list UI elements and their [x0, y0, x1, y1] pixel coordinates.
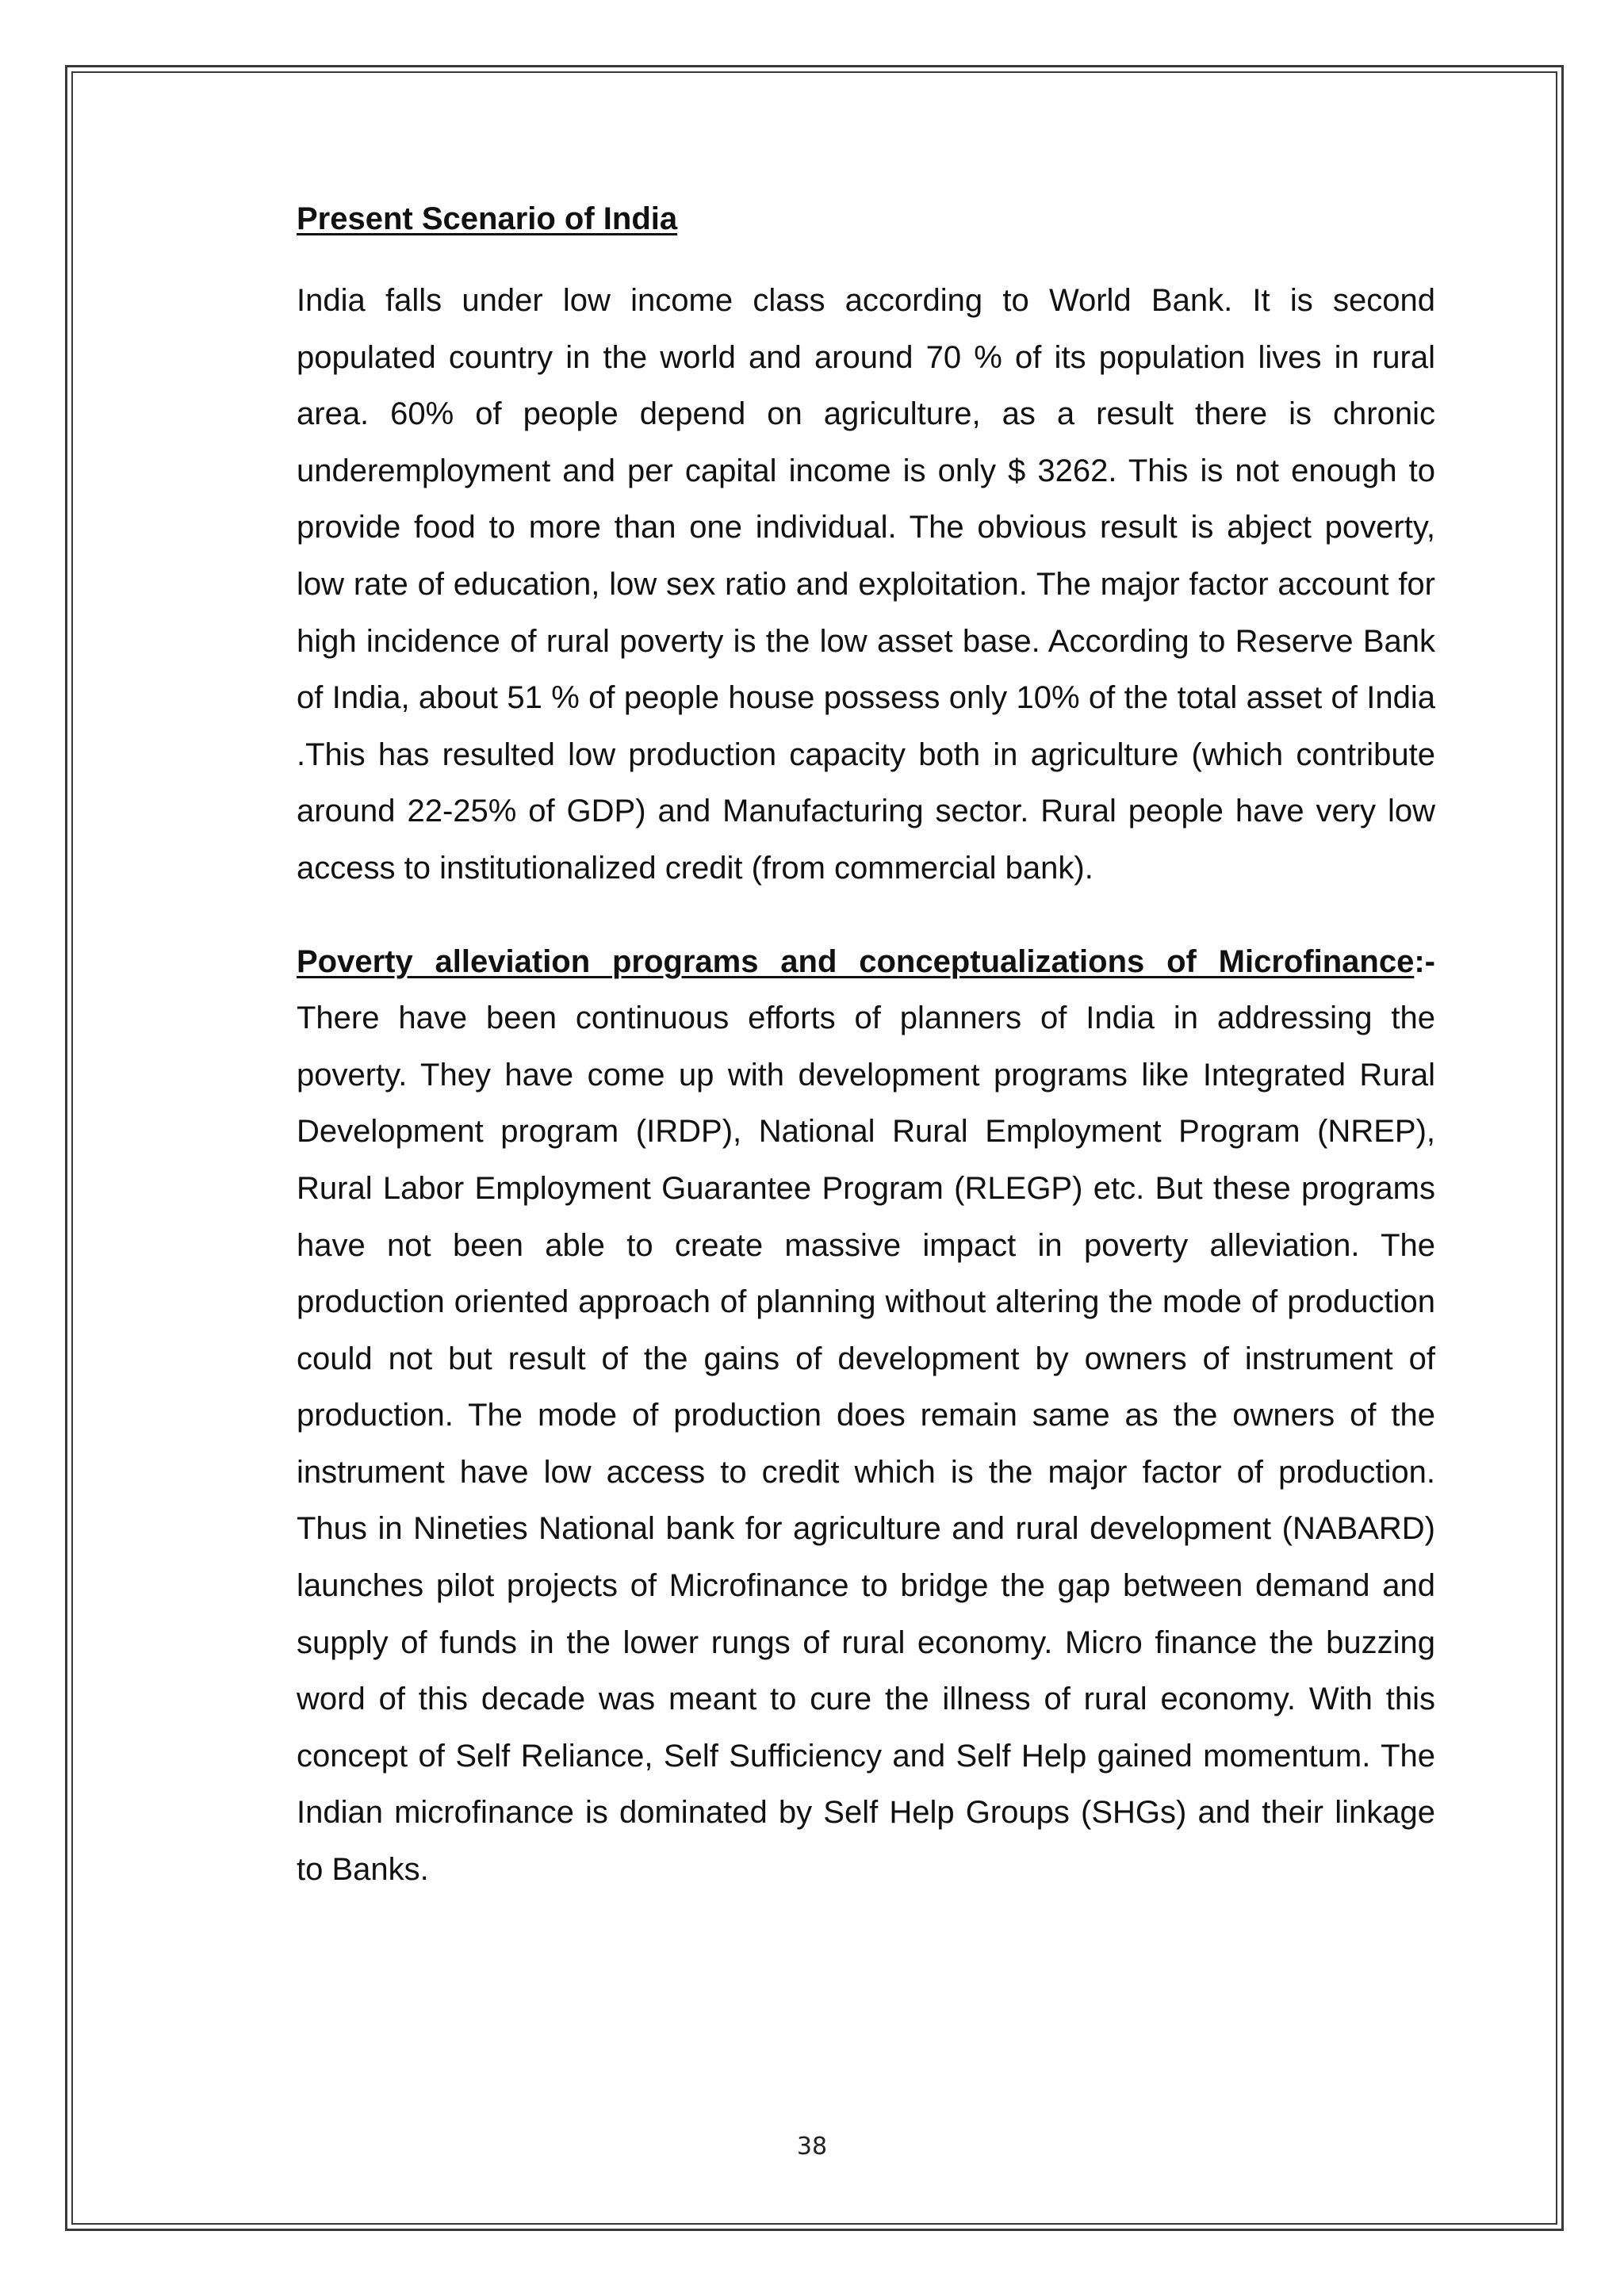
paragraph-spacer: [297, 897, 1435, 934]
section-heading-poverty-alleviation: Poverty alleviation programs and conceptualizations of Microfinance: [297, 943, 1415, 979]
section-heading-suffix: :-: [1414, 943, 1435, 979]
paragraph-poverty-alleviation: There have been continuous efforts of planners of India in addressing the poverty. They have come up with development programs like Integrated Rural Development program (IRDP), National Rural Employment Program (NREP), Rural Labor Employment Guarantee Program (RLEGP) etc. But these programs have not been able to create massive impact in poverty alleviation. The production oriented approach of planning without altering the mode of production could not but result of the gains of development by owners of instrument of production. The mode of production does remain same as the owners of the instrument have low access to credit which is the major factor of production. Thus in Nineties National bank for agriculture and rural development (NABARD) launches pilot projects of Microfinance to bridge the gap between demand and supply of funds in the lower rungs of rural economy. Micro finance the buzzing word of this decade was meant to cure the illness of rural economy. With this concept of Self Reliance, Self Sufficiency and Self Help gained momentum. The Indian microfinance is dominated by Self Help Groups (SHGs) and their linkage to Banks.: [297, 1001, 1435, 1888]
section-heading-line-poverty: [297, 934, 1435, 991]
section-heading-present-scenario: Present Scenario of India: [297, 201, 678, 236]
paragraph-present-scenario: India falls under low income class according to World Bank. It is second populated country in the world and around 70 % of its population lives in rural area. 60% of people depend on agriculture, as a result there is chronic underemployment and per capital income is only $ 3262. This is not enough to provide food to more than one individual. The obvious result is abject poverty, low rate of education, low sex ratio and exploitation. The major factor account for high incidence of rural poverty is the low asset base. According to Reserve Bank of India, about 51 % of people house possess only 10% of the total asset of India .This has resulted low production capacity both in agriculture (which contribute around 22-25% of GDP) and Manufacturing sector. Rural people have very low access to institutionalized credit (from commercial bank).: [297, 283, 1435, 886]
page-number: 38: [796, 2133, 828, 2160]
page-content: [297, 190, 1435, 1899]
